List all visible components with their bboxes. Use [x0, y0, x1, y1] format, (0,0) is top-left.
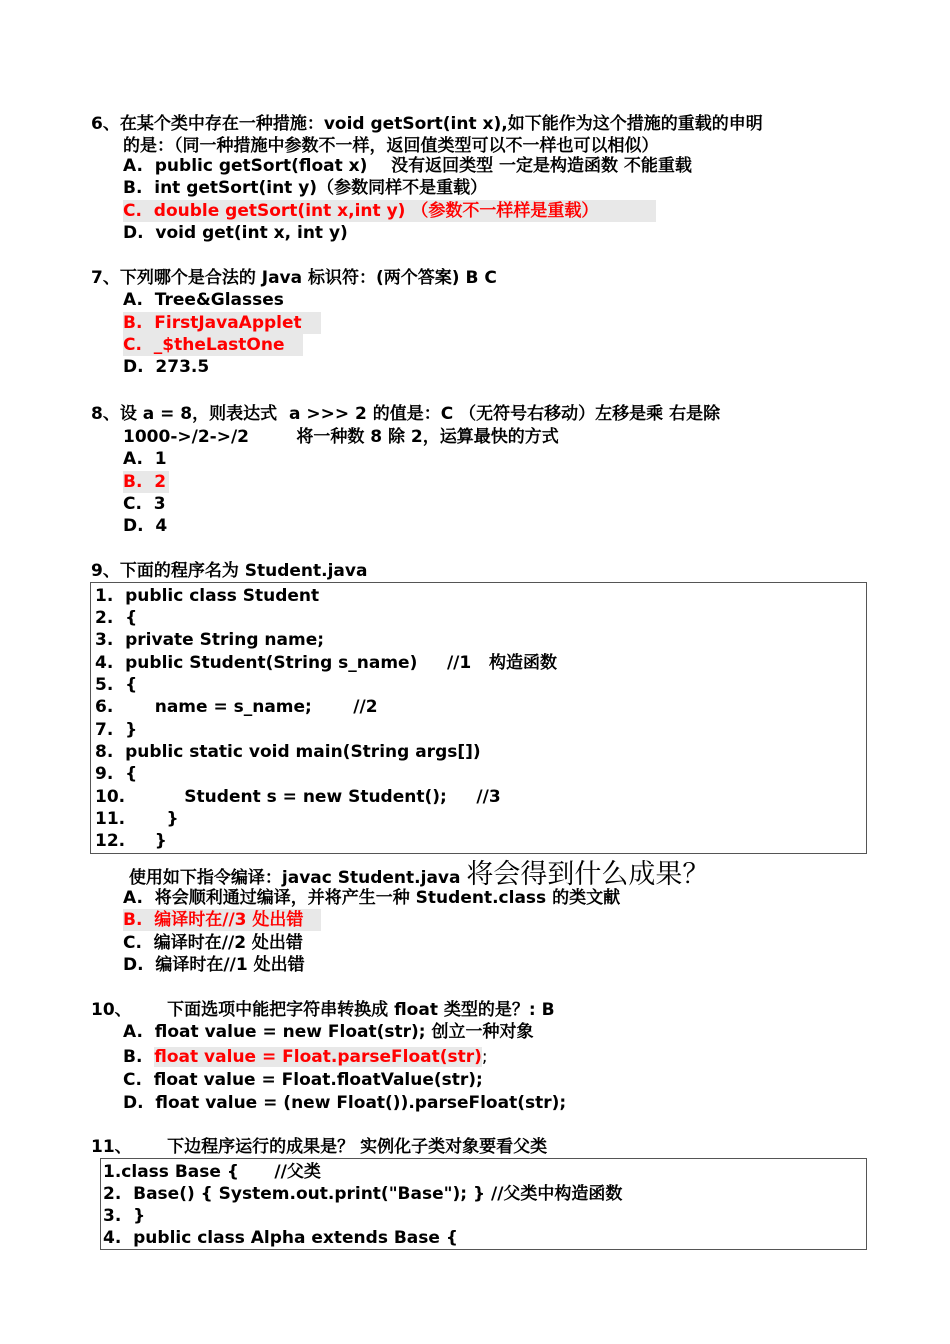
q8-option-b-correct: B. 2: [123, 471, 169, 493]
q9-compile-question: 将会得到什么成果？: [466, 859, 710, 890]
q6-option-d: D. void get(int x, int y): [123, 223, 348, 243]
q9-option-b-correct: B. 编译时在//3 处出错: [123, 909, 321, 931]
q10-option-d: D. float value = (new Float()).parseFloat(str);: [123, 1093, 567, 1113]
code-line: 12. }: [95, 831, 167, 851]
q7-stem: 7、下列哪个是合法的 Java 标识符：(两个答案) B C: [91, 268, 497, 288]
code-line: 8. public static void main(String args[]): [95, 742, 481, 762]
q6-option-b: B. int getSort(int y)（参数同样不是重载）: [123, 178, 488, 198]
q7-option-c-correct: C. _$theLastOne: [123, 334, 303, 356]
q9-compile-text: 使用如下指令编译：javac Student.java: [123, 868, 467, 888]
code-line: 2. Base() { System.out.print("Base"); } //父类中构造函数: [103, 1184, 623, 1204]
q9-option-a: A. 将会顺利通过编译，并将产生一种 Student.class 的类文献: [123, 888, 621, 908]
q7-option-d: D. 273.5: [123, 357, 210, 377]
q8-stem-line2: 1000->/2->/2 将一种数 8 除 2，运算最快的方式: [123, 427, 559, 447]
q10-stem: 10、 下面选项中能把字符串转换成 float 类型的是？: B: [91, 1000, 555, 1020]
q7-option-a: A. Tree&Glasses: [123, 290, 284, 310]
q8-stem-line1: 8、设 a = 8，则表达式 a >>> 2 的值是：C （无符号右移动）左移是乘 右是除: [91, 404, 721, 424]
code-line: 4. public Student(String s_name) //1 构造函数: [95, 653, 557, 673]
code-line: 10. Student s = new Student(); //3: [95, 787, 501, 807]
code-line: 2. {: [95, 608, 138, 628]
q7-option-b-correct: B. FirstJavaApplet: [123, 312, 321, 334]
code-line: 3. private String name;: [95, 630, 325, 650]
q6-option-c-correct: C. double getSort(int x,int y) （参数不一样样是重载）: [123, 200, 656, 222]
code-line: 1. public class Student: [95, 586, 320, 606]
q11-stem: 11、 下边程序运行的成果是？ 实例化子类对象要看父类: [91, 1137, 548, 1157]
q10-option-b-tail: ;: [481, 1047, 488, 1067]
q9-stem: 9、下面的程序名为 Student.java: [91, 561, 368, 581]
code-line: 5. {: [95, 675, 138, 695]
q10-option-b-label: B.: [123, 1047, 155, 1067]
q8-option-c: C. 3: [123, 494, 166, 514]
q6-stem-line1: 6、在某个类中存在一种措施：void getSort(int x),如下能作为这个措施的重载的申明: [91, 114, 763, 134]
q8-option-a: A. 1: [123, 449, 167, 469]
q9-code-box: [90, 582, 867, 854]
code-line: 9. {: [95, 764, 138, 784]
q8-option-d: D. 4: [123, 516, 168, 536]
code-line: 3. }: [103, 1206, 146, 1226]
q10-option-c: C. float value = Float.floatValue(str);: [123, 1070, 483, 1090]
q6-stem-line2: 的是：（同一种措施中参数不一样，返回值类型可以不一样也可以相似）: [123, 136, 659, 156]
q10-option-a: A. float value = new Float(str); 创立一种对象: [123, 1022, 534, 1042]
q10-option-b-code: float value = Float.parseFloat(str): [154, 1047, 482, 1067]
code-line: 11. }: [95, 809, 179, 829]
code-line: 6. name = s_name; //2: [95, 697, 378, 717]
code-line: 1.class Base { //父类: [103, 1162, 321, 1182]
code-line: 7. }: [95, 720, 138, 740]
q9-option-d: D. 编译时在//1 处出错: [123, 955, 305, 975]
q11-code-box: [100, 1158, 867, 1250]
q10-option-b-correct: [123, 1046, 488, 1068]
q9-option-c: C. 编译时在//2 处出错: [123, 933, 303, 953]
code-line: 4. public class Alpha extends Base {: [103, 1228, 458, 1248]
q6-option-a: A. public getSort(float x) 没有返回类型 一定是构造函数 不能重载: [123, 156, 692, 176]
